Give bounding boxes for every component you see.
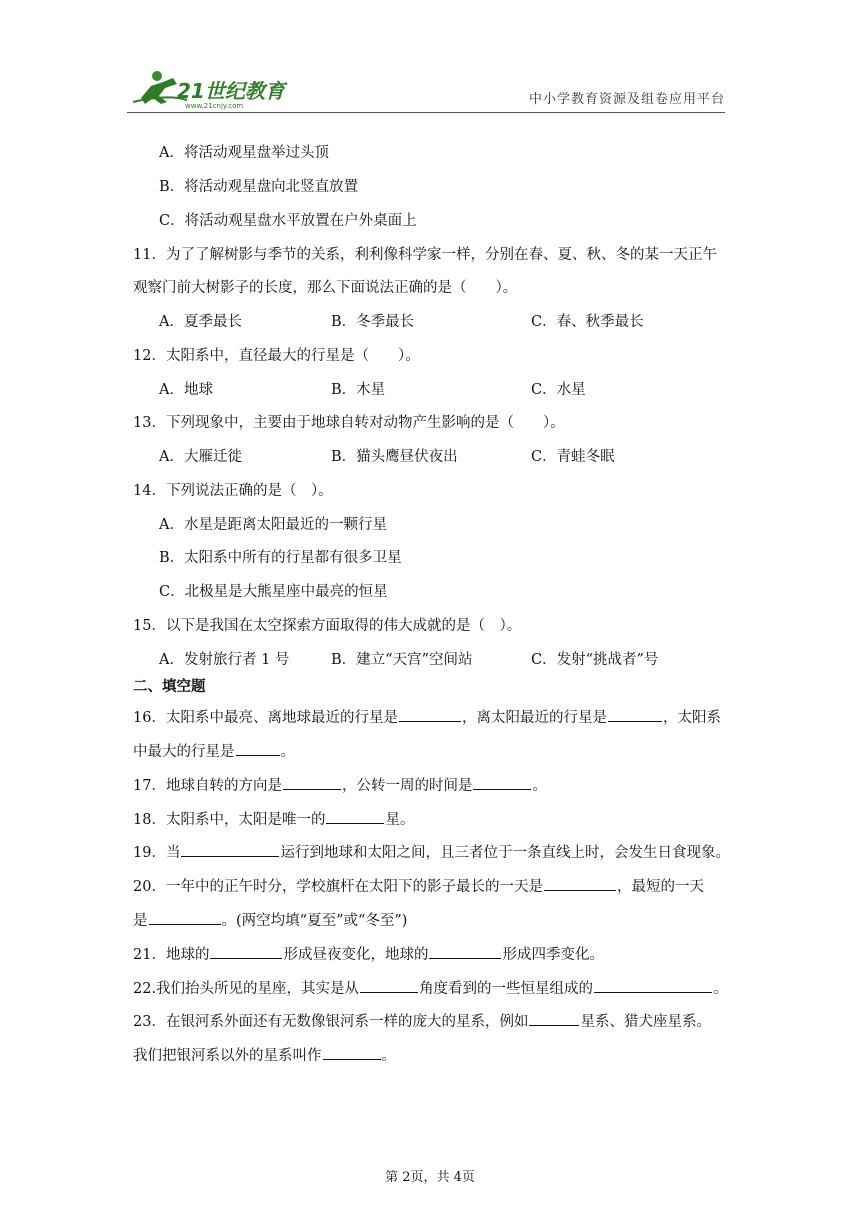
logo-21cnjy: [127, 66, 297, 110]
text: 是: [133, 913, 148, 929]
text: 。(两空均填“夏至”或“冬至”): [221, 913, 408, 929]
text: 17．地球自转的方向是: [133, 778, 282, 794]
section-heading: 二、填空题: [133, 678, 206, 695]
blank: [594, 977, 712, 993]
option-b: B．建立“天宫”空间站: [331, 652, 473, 668]
platform-title: 中小学教育资源及组卷应用平台: [528, 92, 725, 107]
text: 形成昼夜变化，地球的: [283, 947, 429, 963]
blank: [326, 808, 384, 824]
text: 星系、猎犬座星系。: [580, 1014, 711, 1030]
text: 运行到地球和太阳之间，且三者位于一条直线上时，会发生日食现象。: [280, 845, 730, 861]
option-b: B．木星: [331, 382, 386, 398]
blank: [323, 1044, 381, 1060]
question-23: [133, 1010, 711, 1032]
option-line: C．将活动观星盘水平放置在户外桌面上: [159, 213, 417, 229]
text: 我们把银河系以外的星系叫作: [133, 1048, 322, 1064]
text: 。: [713, 981, 728, 997]
svg-text:www.21cnjy.com: www.21cnjy.com: [185, 102, 244, 110]
option-c: C．发射“挑战者”号: [531, 652, 659, 668]
question-11-cont: 观察门前大树影子的长度，那么下面说法正确的是（ ）。: [133, 280, 518, 296]
text: 21．地球的: [133, 947, 210, 963]
text: 形成四季变化。: [502, 947, 604, 963]
blank: [608, 706, 662, 722]
option-a: A．发射旅行者 1 号: [159, 652, 290, 668]
question-18: [133, 808, 414, 830]
page-header: [127, 66, 725, 113]
text: 星。: [385, 812, 415, 828]
question-16: [133, 706, 721, 728]
text: ，离太阳最近的行星是: [461, 710, 607, 726]
text: 。: [532, 778, 547, 794]
question-13: 13．下列现象中，主要由于地球自转对动物产生影响的是（ ）。: [133, 415, 565, 431]
blank: [283, 774, 341, 790]
text: 19．当: [133, 845, 181, 861]
option-c: C．水星: [531, 382, 586, 398]
text: ，太阳系: [662, 710, 721, 726]
blank: [429, 943, 501, 959]
option-b: B．冬季最长: [331, 314, 415, 330]
question-21: [133, 943, 604, 965]
option-line: B．将活动观星盘向北竖直放置: [159, 179, 359, 195]
option-a: A．水星是距离太阳最近的一颗行星: [159, 517, 387, 533]
question-20: [133, 875, 704, 897]
question-17: [133, 774, 547, 796]
text: ，公转一周的时间是: [341, 778, 473, 794]
question-19: [133, 841, 730, 863]
option-line: A．将活动观星盘举过头顶: [159, 145, 329, 161]
blank: [544, 875, 616, 891]
question-23-cont: [133, 1044, 396, 1066]
option-a: A．夏季最长: [159, 314, 242, 330]
text: 16．太阳系中最亮、离地球最近的行星是: [133, 710, 398, 726]
blank: [149, 909, 221, 925]
text: 中最大的行星是: [133, 744, 235, 760]
text: 20．一年中的正午时分，学校旗杆在太阳下的影子最长的一天是: [133, 879, 543, 895]
text: ，最短的一天: [616, 879, 704, 895]
option-a: A．大雁迁徙: [159, 449, 242, 465]
svg-text:21世纪教育: 21世纪教育: [177, 79, 285, 103]
question-12: 12．太阳系中，直径最大的行星是（ ）。: [133, 348, 420, 364]
text: 。: [381, 1048, 396, 1064]
question-14: 14．下列说法正确的是（ ）。: [133, 483, 333, 499]
blank: [399, 706, 461, 722]
blank: [236, 740, 280, 756]
option-c: C．北极星是大熊星座中最亮的恒星: [159, 584, 388, 600]
text: 18．太阳系中，太阳是唯一的: [133, 812, 326, 828]
blank: [529, 1010, 579, 1026]
question-11: 11．为了了解树影与季节的关系，利利像科学家一样，分别在春、夏、秋、冬的某一天正午: [133, 247, 717, 263]
question-16-cont: [133, 740, 295, 762]
question-15: 15．以下是我国在太空探索方面取得的伟大成就的是（ ）。: [133, 618, 522, 634]
text: 22.我们抬头所见的星座，其实是从: [133, 981, 360, 997]
question-20-cont: [133, 909, 407, 931]
blank: [181, 841, 279, 857]
option-b: B．猫头鹰昼伏夜出: [331, 449, 458, 465]
text: 23．在银河系外面还有无数像银河系一样的庞大的星系，例如: [133, 1014, 529, 1030]
option-b: B．太阳系中所有的行星都有很多卫星: [159, 550, 402, 566]
question-22: [133, 977, 728, 999]
option-a: A．地球: [159, 382, 213, 398]
blank: [473, 774, 531, 790]
text: 角度看到的一些恒星组成的: [419, 981, 594, 997]
text: 。: [280, 744, 295, 760]
option-c: C．青蛙冬眠: [531, 449, 615, 465]
page-number: 第 2页，共 4页: [385, 1170, 475, 1185]
blank: [360, 977, 418, 993]
option-c: C．春、秋季最长: [531, 314, 644, 330]
blank: [210, 943, 282, 959]
